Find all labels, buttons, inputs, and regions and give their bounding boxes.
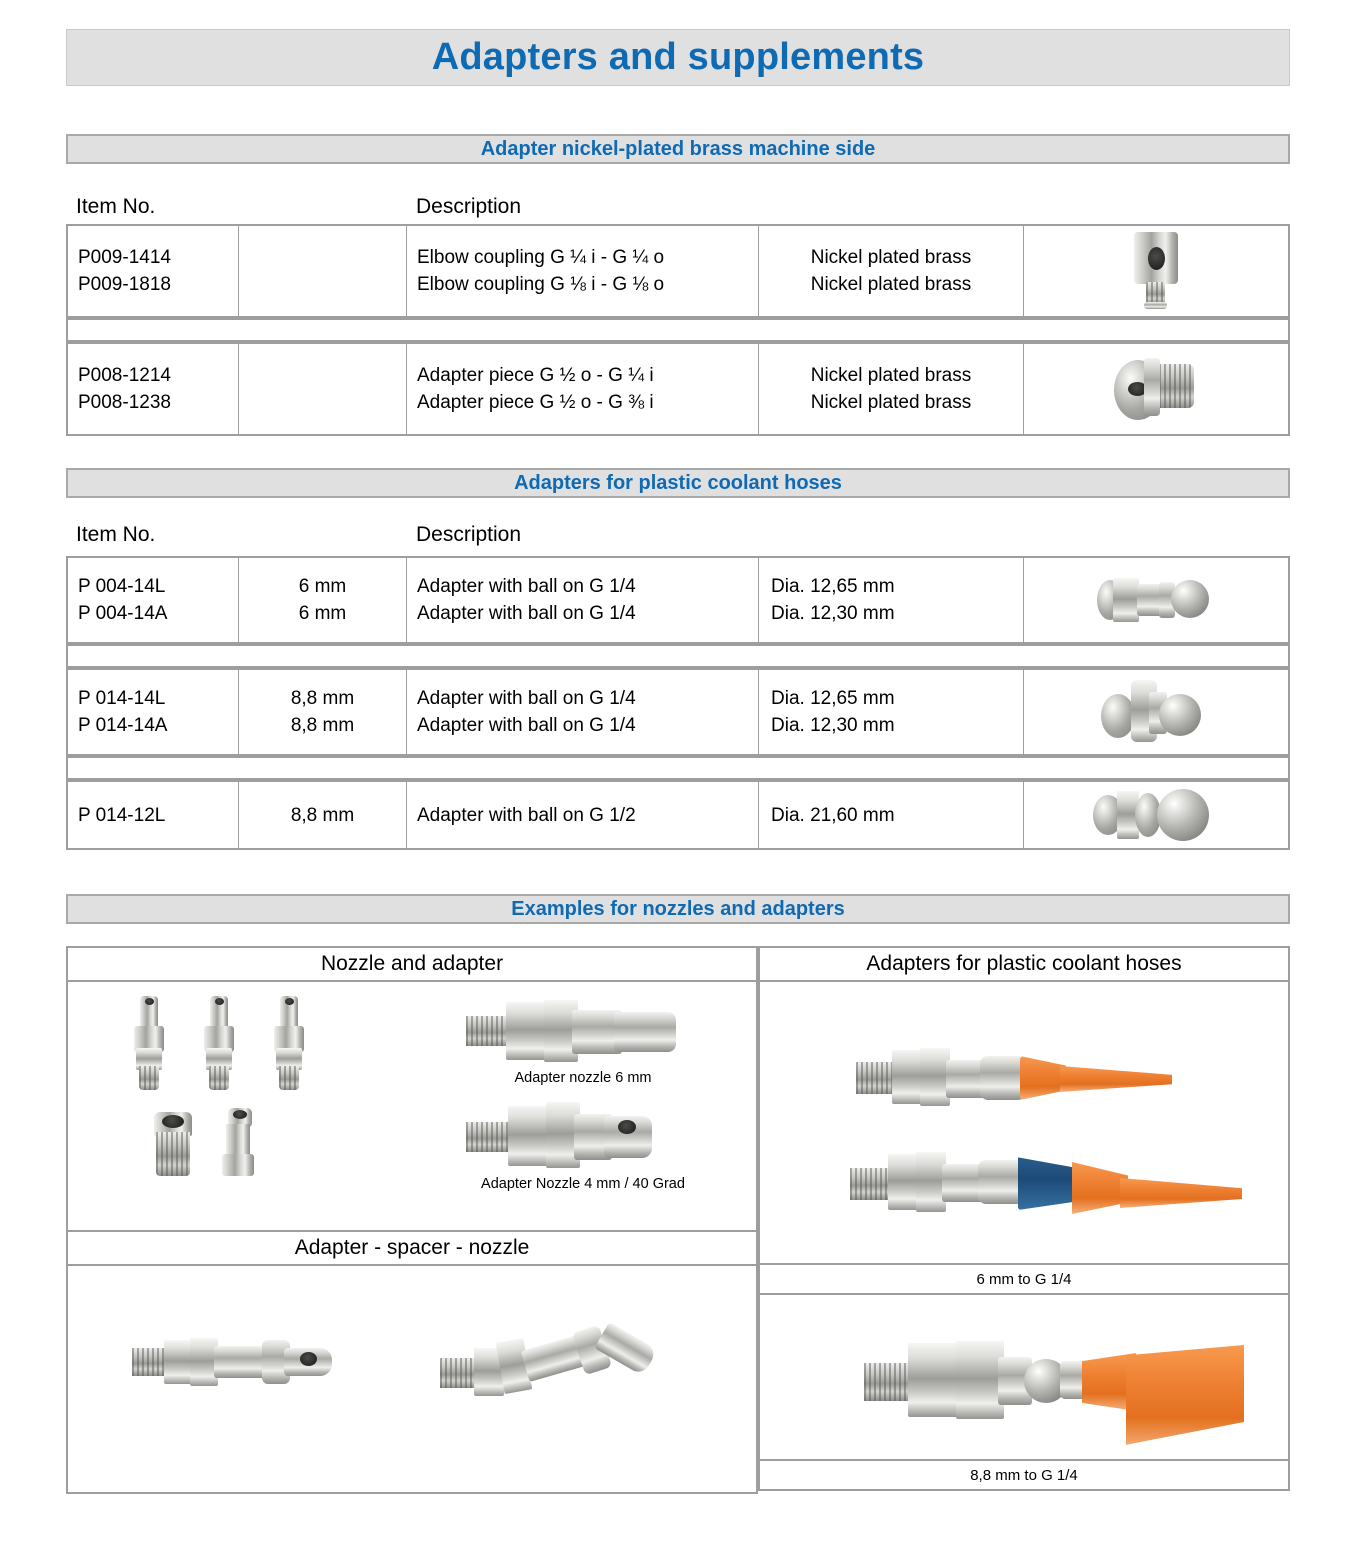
page-title: Adapters and supplements bbox=[431, 36, 925, 78]
table-spacer-row bbox=[68, 644, 1288, 668]
cell-material bbox=[759, 226, 1024, 316]
table-row bbox=[68, 224, 1288, 318]
table-coolant-hoses bbox=[66, 556, 1290, 850]
item-no-value: P008-1238 bbox=[78, 392, 171, 413]
description-value: Elbow coupling G ⅛ i - G ⅛ o bbox=[417, 274, 665, 295]
material-value: Nickel plated brass bbox=[810, 392, 972, 413]
cell-diameter bbox=[759, 670, 1024, 754]
material-value: Nickel plated brass bbox=[810, 274, 972, 295]
table-machine-side bbox=[66, 224, 1290, 436]
adapter-nozzle-4mm-caption: Adapter Nozzle 4 mm / 40 Grad bbox=[481, 1176, 685, 1192]
table-row bbox=[68, 668, 1288, 756]
cell-item-no bbox=[68, 782, 239, 848]
coolant-adapter-orange bbox=[856, 1044, 1256, 1114]
description-value: Adapter with ball on G 1/4 bbox=[417, 576, 636, 597]
examples-right-bottom-image-cell bbox=[758, 1293, 1290, 1461]
cell-size bbox=[239, 558, 407, 642]
cell-product-image bbox=[1024, 558, 1288, 642]
description-value: Adapter piece G ½ o - G ¼ i bbox=[417, 365, 654, 386]
item-no-value: P009-1818 bbox=[78, 274, 171, 295]
description-value: Adapter with ball on G 1/4 bbox=[417, 603, 636, 624]
description-value: Adapter with ball on G 1/4 bbox=[417, 715, 636, 736]
table-spacer-row bbox=[68, 756, 1288, 780]
item-no-value: P 014-14A bbox=[78, 715, 168, 736]
diameter-value: Dia. 21,60 mm bbox=[771, 804, 895, 826]
table-spacer-row bbox=[68, 318, 1288, 342]
cell-product-image bbox=[1024, 782, 1288, 848]
size-value: 8,8 mm bbox=[290, 715, 355, 736]
cell-product-image bbox=[1024, 226, 1288, 316]
section-header-coolant-hoses bbox=[66, 468, 1290, 498]
cell-description bbox=[407, 344, 759, 434]
description-value: Adapter with ball on G 1/4 bbox=[417, 688, 636, 709]
cell-material bbox=[759, 344, 1024, 434]
column-header-description-2: Description bbox=[416, 523, 522, 546]
coolant-adapter-fan-nozzle bbox=[864, 1321, 1284, 1443]
nozzle-upright-1 bbox=[132, 996, 166, 1092]
cell-diameter bbox=[759, 782, 1024, 848]
cell-item-no bbox=[68, 558, 239, 642]
description-value: Adapter with ball on G 1/2 bbox=[417, 804, 636, 826]
cell-item-no bbox=[68, 226, 239, 316]
description-value: Adapter piece G ½ o - G ⅜ i bbox=[417, 392, 654, 413]
material-value: Nickel plated brass bbox=[810, 365, 972, 386]
adapter-nozzle-6mm-image bbox=[466, 996, 696, 1068]
cell-description bbox=[407, 226, 759, 316]
cell-size bbox=[239, 226, 407, 316]
examples-left-title: Nozzle and adapter bbox=[320, 952, 504, 975]
examples-right-caption-bottom-cell bbox=[758, 1459, 1290, 1491]
nozzle-upright-2 bbox=[202, 996, 236, 1092]
examples-right-title: Adapters for plastic coolant hoses bbox=[866, 952, 1182, 975]
item-no-value: P 014-12L bbox=[78, 804, 166, 826]
table-row bbox=[68, 342, 1288, 436]
table-row bbox=[68, 780, 1288, 850]
cell-size bbox=[239, 782, 407, 848]
nozzle-socket bbox=[150, 1112, 196, 1178]
item-no-value: P008-1214 bbox=[78, 365, 171, 386]
cell-item-no bbox=[68, 670, 239, 754]
cell-item-no bbox=[68, 344, 239, 434]
examples-left-subtitle-cell bbox=[66, 1230, 758, 1266]
examples-left-image-cell bbox=[66, 980, 758, 1232]
column-header-item-no-2: Item No. bbox=[76, 523, 156, 546]
section-header-machine-side bbox=[66, 134, 1290, 164]
diameter-value: Dia. 12,65 mm bbox=[771, 576, 895, 597]
adapter-spacer-nozzle-angled bbox=[440, 1318, 690, 1410]
material-value: Nickel plated brass bbox=[810, 247, 972, 268]
examples-right-caption-top: 6 mm to G 1/4 bbox=[976, 1270, 1072, 1288]
examples-left-bottom-image-cell bbox=[66, 1264, 758, 1494]
examples-left-subtitle: Adapter - spacer - nozzle bbox=[294, 1236, 530, 1259]
diameter-value: Dia. 12,30 mm bbox=[771, 603, 895, 624]
item-no-value: P 004-14A bbox=[78, 603, 168, 624]
diameter-value: Dia. 12,30 mm bbox=[771, 715, 895, 736]
adapter-nozzle-6mm-caption: Adapter nozzle 6 mm bbox=[514, 1070, 652, 1086]
adapter-nozzle-4mm-image bbox=[466, 1100, 696, 1172]
cell-product-image bbox=[1024, 344, 1288, 434]
nozzle-upright-3 bbox=[272, 996, 306, 1092]
examples-right-caption-top-cell bbox=[758, 1263, 1290, 1295]
nozzle-cone bbox=[218, 1108, 260, 1178]
cell-description bbox=[407, 670, 759, 754]
elbow-coupling-image bbox=[1120, 232, 1192, 310]
size-value: 8,8 mm bbox=[290, 688, 355, 709]
page-title-banner bbox=[66, 29, 1290, 86]
ball-adapter-mid-image bbox=[1097, 678, 1215, 746]
examples-right-top-image-cell bbox=[758, 980, 1290, 1265]
coolant-adapter-blue-orange bbox=[850, 1140, 1270, 1226]
cell-size bbox=[239, 670, 407, 754]
column-header-item-no-1: Item No. bbox=[76, 195, 156, 218]
adapter-piece-image bbox=[1108, 352, 1204, 426]
description-value: Elbow coupling G ¼ i - G ¼ o bbox=[417, 247, 665, 268]
examples-left-title-cell bbox=[66, 946, 758, 982]
diameter-value: Dia. 12,65 mm bbox=[771, 688, 895, 709]
section-header-examples bbox=[66, 894, 1290, 924]
cell-diameter bbox=[759, 558, 1024, 642]
item-no-value: P 004-14L bbox=[78, 576, 166, 597]
size-value: 6 mm bbox=[298, 603, 347, 624]
cell-product-image bbox=[1024, 670, 1288, 754]
cell-description bbox=[407, 558, 759, 642]
item-no-value: P 014-14L bbox=[78, 688, 166, 709]
cell-description bbox=[407, 782, 759, 848]
cell-size bbox=[239, 344, 407, 434]
size-value: 6 mm bbox=[298, 576, 347, 597]
adapter-spacer-nozzle-straight bbox=[132, 1332, 372, 1392]
section-header-label: Adapter nickel-plated brass machine side bbox=[480, 137, 876, 160]
ball-adapter-small-image bbox=[1097, 572, 1215, 628]
examples-right-caption-bottom: 8,8 mm to G 1/4 bbox=[970, 1466, 1078, 1484]
table-row bbox=[68, 556, 1288, 644]
size-value: 8,8 mm bbox=[290, 804, 355, 826]
column-header-description-1: Description bbox=[416, 195, 522, 218]
examples-right-title-cell bbox=[758, 946, 1290, 982]
item-no-value: P009-1414 bbox=[78, 247, 171, 268]
section-header-label: Examples for nozzles and adapters bbox=[511, 897, 845, 920]
section-header-label: Adapters for plastic coolant hoses bbox=[514, 471, 842, 494]
ball-adapter-large-image bbox=[1093, 785, 1219, 845]
